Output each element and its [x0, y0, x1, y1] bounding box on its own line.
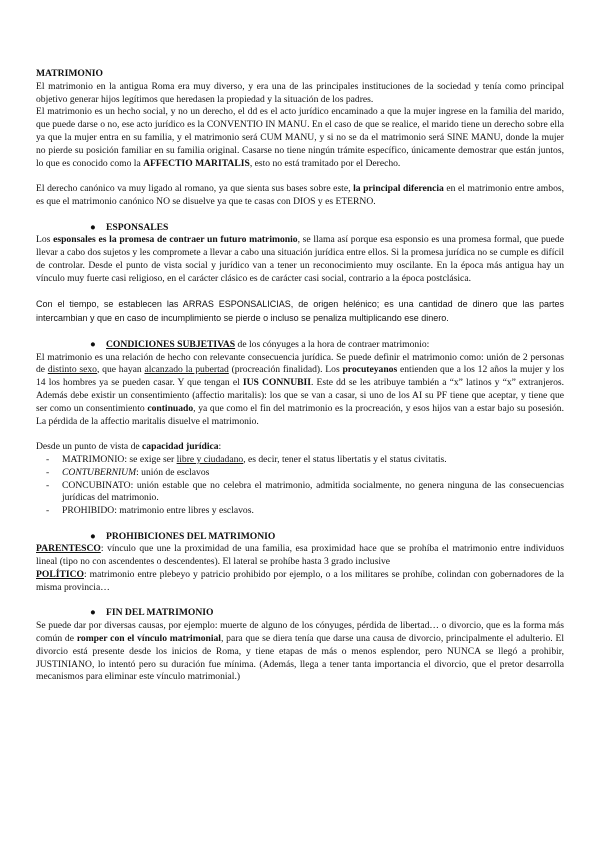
intro-paragraph-2: El matrimonio es un hecho social, y no un derecho, el dd es el acto jurídico encaminado a que la mujer ingrese en la familia del marido, que puede darse o no, ese acto jurídico es la CONVENTIO IN MANU. En el caso de que se realice, el marido tiene un derecho sobre ella ya que la mujer entra en su familia, y el matrimonio será CUM MANU, y si no se da el matrimonio será SINE MANU, donde la mujer no pierde su posición familiar en su familia original. Casarse no tiene ningún trámite específico, únicamente demostrar que están juntos, lo que es conocido como la AFFECTIO MARITALIS, esto no está tramitado por el Derecho. [36, 106, 564, 169]
bullet-icon: ● [90, 338, 96, 350]
section-heading-fin: ● FIN DEL MATRIMONIO [90, 607, 214, 619]
prohibiciones-paragraph-1: PARENTESCO: vínculo que une la proximidad de una familia, esa proximidad hace que se prohíba el matrimonio entre individuos lineal (tipo no con ascendentes o descendentes). El lateral se prohíbe hasta 3 grado inclusive [36, 543, 564, 568]
esponsales-paragraph-1: Los esponsales es la promesa de contraer un futuro matrimonio, se llama así porque esa esponsio es una promesa formal, que puede llevar a cabo dos sujetos y les compromete a llevar a cabo una situación jurídica entre ellos. Si la promesa jurídica no se cumple es difícil de controlar. Desde el punto de vista social y jurídico van a tener un reconocimiento muy oscilante. En la época más antigua hay un vínculo muy fuerte casi religioso, en el carácter clásico es de carácter casi social, contrario a la época postclásica. [36, 234, 564, 284]
prohibiciones-paragraph-2: POLÍTICO: matrimonio entre plebeyo y patricio prohibido por ejemplo, o a los militares se prohíbe, colindan con gobernadores de la misma provincia… [36, 569, 564, 593]
list-item: - CONTUBERNIUM: unión de esclavos [46, 466, 210, 478]
document-page [36, 68, 564, 684]
section-heading-condiciones: ● CONDICIONES SUBJETIVAS de los cónyuges a la hora de contraer matrimonio: [90, 338, 430, 350]
capacidad-list [36, 454, 564, 518]
intro-paragraph-1: El matrimonio en la antigua Roma era muy diverso, y era una de las principales instituciones de la sociedad y tenía como principal objetivo generar hijos legítimos que heredasen la propiedad y la situación de los padres. [36, 80, 564, 105]
list-item: - MATRIMONIO: se exige ser libre y ciudadano, es decir, tener el status libertatis y el status civitatis. [46, 453, 447, 465]
list-item: - CONCUBINATO: unión estable que no celebra el matrimonio, admitida socialmente, no genera ninguna de las consecuencias jurídicas del matrimonio. [46, 479, 564, 504]
intro-paragraph-3: El derecho canónico va muy ligado al romano, ya que sienta sus bases sobre este, la principal diferencia en el matrimonio entre ambos, es que el matrimonio canónico NO se disuelve ya que te casas con DIOS y es ETERNO. [36, 183, 564, 207]
fin-paragraph-1: Se puede dar por diversas causas, por ejemplo: muerte de alguno de los cónyuges, pérdida de libertad… o divorcio, que es la forma más común de romper con el vínculo matrimonial, para que se diera tenía que darse una causa de divorcio, principalmente el adulterio. El divorcio está presente desde los inicios de Roma, y tiene etapas de más o menos esplendor, pero NUNCA se llegó a prohibir, JUSTINIANO, lo intentó pero su duración fue mínima. (Además, llega a tener tanta importancia el divorcio, que el pretor desarrolla mecanismos para eliminar este vínculo matrimonial.) [36, 620, 564, 683]
capacidad-juridica-intro: Desde un punto de vista de capacidad jurídica: [36, 441, 222, 453]
section-heading-esponsales: ● ESPONSALES [90, 221, 169, 233]
bullet-icon: ● [90, 221, 96, 233]
bullet-icon: ● [90, 530, 96, 542]
list-item: - PROHIBIDO: matrimonio entre libres y esclavos. [46, 505, 254, 517]
section-heading-prohibiciones: ● PROHIBICIONES DEL MATRIMONIO [90, 530, 276, 542]
document-title: MATRIMONIO [36, 68, 103, 79]
bullet-icon: ● [90, 607, 96, 619]
condiciones-paragraph-1: El matrimonio es una relación de hecho con relevante consecuencia jurídica. Se puede definir el matrimonio como: unión de 2 personas de distinto sexo, que hayan alcanzado la pubertad (procreación finalidad). Los procuteyanos entienden que a los 12 años la mujer y los 14 los hombres ya se pueden casar. Y que tengan el IUS CONNUBII. Este dd se les atribuye también a “x” latinos y “x” extranjeros. Además debe existir un consentimiento (affectio maritalis): los que se van a casar, si uno de los AI su PF tiene que aceptar, y tiene que ser como un consentimiento continuado, ya que como el fin del matrimonio es la procreación, y esos hijos van a estar bajo su posesión. La pérdida de la affectio maritalis disuelve el matrimonio. [36, 351, 565, 427]
esponsales-paragraph-2: Con el tiempo, se establecen las ARRAS ESPONSALICIAS, de origen helénico; es una cantidad de dinero que las partes intercambian y que en caso de incumplimiento se pierde o incluso se penaliza multiplicando ese dinero. [36, 299, 564, 324]
